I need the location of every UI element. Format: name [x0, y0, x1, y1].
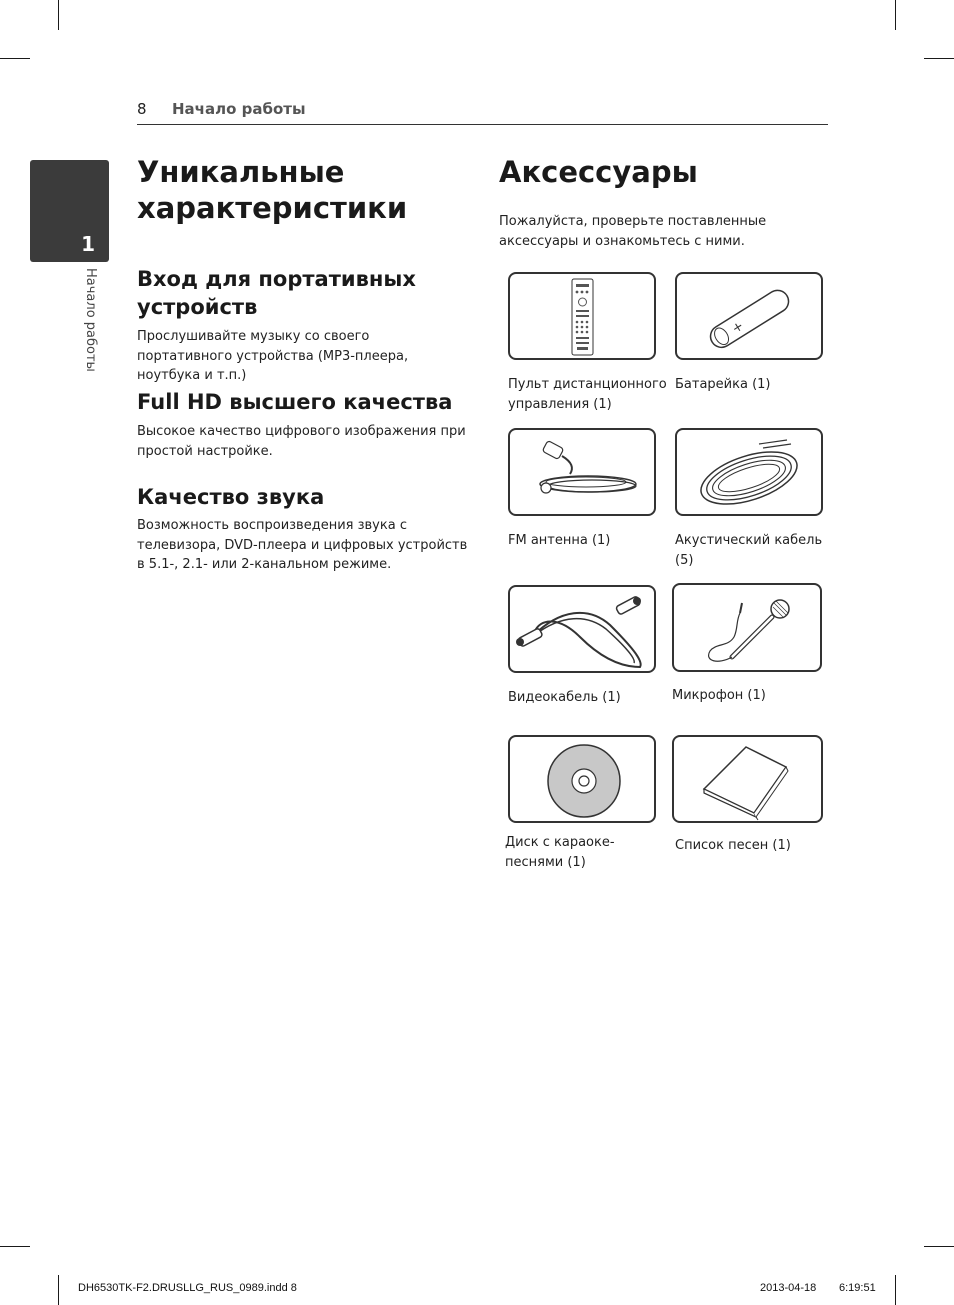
feature-text-sound: Возможность воспроизведения звука с телевизора, DVD-плеера и цифровых устройств в 5.1-, 2.1- или 2-канальном режиме.: [137, 518, 468, 572]
crop-mark: [0, 1246, 30, 1247]
video-cable-box: [508, 585, 656, 673]
karaoke-disc-label: Диск с караоке-песнями (1): [505, 835, 615, 870]
chapter-number: 1: [81, 232, 95, 256]
page-number: 8: [137, 100, 147, 118]
crop-mark: [895, 0, 896, 30]
crop-mark: [924, 1246, 954, 1247]
footer-time: 6:19:51: [839, 1282, 876, 1294]
chapter-tab: [30, 160, 109, 262]
speaker-cable-box: [675, 428, 823, 516]
crop-mark: [58, 0, 59, 30]
karaoke-disc-icon: [510, 737, 654, 821]
chapter-side-label: [80, 268, 100, 388]
fm-antenna-box: [508, 428, 656, 516]
video-cable-icon: [510, 587, 654, 671]
microphone-icon: [674, 585, 820, 670]
accessories-title: Аксессуары: [499, 155, 698, 189]
chapter-side-label-text: Начало работы: [83, 268, 98, 372]
svg-text:+: +: [729, 318, 747, 338]
battery-icon: [677, 274, 821, 358]
footer-file: DH6530TK-F2.DRUSLLG_RUS_0989.indd 8: [78, 1282, 297, 1294]
features-title: Уникальные характеристики: [137, 155, 408, 225]
crop-mark: [58, 1275, 59, 1305]
feature-heading-portable: Вход для портативных устройств: [137, 267, 416, 319]
speaker-cable-label: Акустический кабель (5): [675, 533, 823, 568]
karaoke-disc-box: [508, 735, 656, 823]
song-list-label: Список песен (1): [675, 838, 791, 853]
microphone-box: [672, 583, 822, 672]
crop-mark: [0, 58, 30, 59]
remote-control-box: [508, 272, 656, 360]
feature-text-fullhd: Высокое качество цифрового изображения при простой настройке.: [137, 424, 466, 459]
fm-antenna-icon: [510, 430, 654, 514]
song-list-icon: [674, 737, 821, 821]
song-list-box: [672, 735, 823, 823]
header-divider: [137, 124, 828, 125]
speaker-cable-icon: [677, 430, 821, 514]
crop-mark: [895, 1275, 896, 1305]
video-cable-label: Видеокабель (1): [508, 690, 621, 705]
remote-control-label: Пульт дистанционного управления (1): [508, 377, 667, 412]
fm-antenna-label: FM антенна (1): [508, 533, 611, 548]
feature-heading-sound: Качество звука: [137, 485, 325, 509]
remote-control-icon: [510, 274, 654, 358]
battery-label: Батарейка (1): [675, 377, 771, 392]
feature-heading-fullhd: Full HD высшего качества: [137, 390, 453, 414]
accessories-intro: Пожалуйста, проверьте поставленные аксессуары и ознакомьтесь с ними.: [499, 214, 767, 249]
microphone-label: Микрофон (1): [672, 688, 766, 703]
crop-mark: [924, 58, 954, 59]
running-header: Начало работы: [172, 100, 306, 118]
footer-date: 2013-04-18: [760, 1282, 817, 1294]
feature-text-portable: Прослушивайте музыку со своего портативного устройства (MP3-плеера, ноутбука и т.п.): [137, 329, 409, 383]
battery-box: [675, 272, 823, 360]
